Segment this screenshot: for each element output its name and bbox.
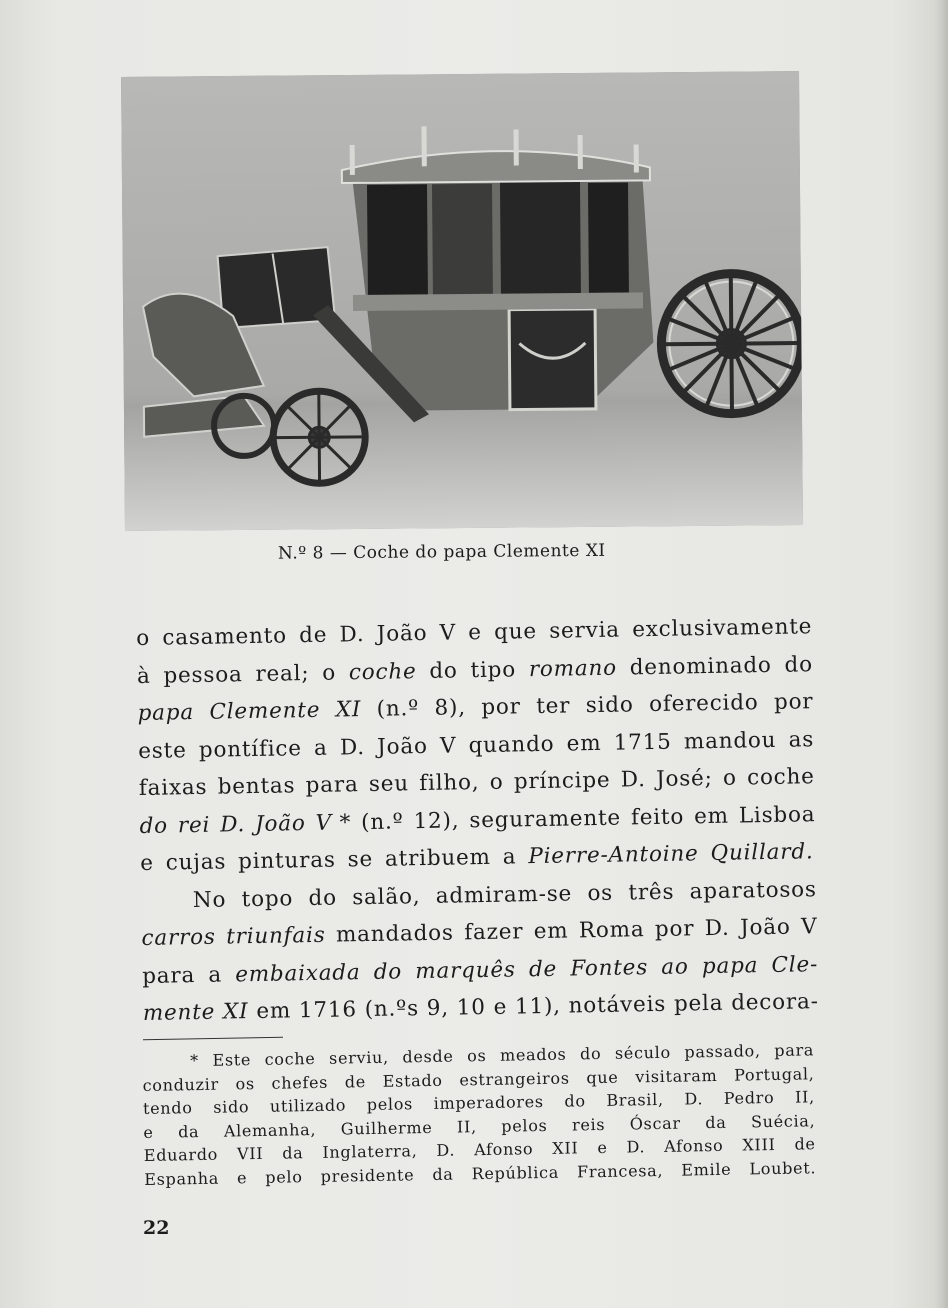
footnote-word: e (143, 1122, 154, 1142)
body-word: embaixada (234, 959, 361, 987)
footnote-word: XIII (742, 1134, 776, 1155)
body-word: em (533, 918, 569, 945)
footnote-word: do (564, 1091, 586, 1111)
page-number: 22 (143, 1217, 170, 1239)
body-word: do (139, 812, 169, 839)
body-word: 1715 (613, 729, 672, 756)
footnote-word: Afonso (664, 1135, 724, 1156)
body-word: por (481, 694, 521, 720)
body-word: do (373, 958, 403, 985)
footnote-word: Pedro (723, 1087, 775, 1108)
footnote-word: presidente (320, 1164, 415, 1186)
body-word: Clemente (209, 697, 321, 725)
body-word: Quillard. (710, 839, 814, 867)
body-word: oferecido (648, 690, 759, 718)
body-word: ter (536, 693, 571, 720)
body-word: seu (368, 771, 410, 797)
body-word: a (208, 962, 223, 988)
body-word: de (298, 622, 328, 649)
footnote-word: imperadores (433, 1091, 544, 1113)
footnote-word: * (190, 1051, 200, 1071)
footnote-word: visitaram (635, 1065, 718, 1086)
body-word: real; (255, 660, 310, 687)
body-word: em (566, 730, 602, 757)
footnote-word: República (471, 1162, 560, 1183)
body-word: o (322, 660, 337, 686)
footnote-word: desde (402, 1046, 454, 1067)
footnote-word: os (467, 1045, 487, 1066)
footnote-word: Emile (681, 1159, 732, 1180)
body-word: 8), (434, 695, 467, 721)
footnote-word: D. (436, 1140, 456, 1160)
body-word: D. (620, 767, 646, 793)
body-word: tipo (470, 656, 517, 683)
body-word: por (654, 916, 695, 942)
footnote-word: D. (626, 1137, 646, 1157)
footnote-word: passado, (684, 1041, 761, 1062)
body-word: em (256, 998, 292, 1024)
footnote-word: reis (571, 1114, 606, 1135)
footnote-word: pelo (265, 1166, 303, 1187)
body-word: filho, (419, 770, 480, 797)
footnote-word: II, (456, 1116, 477, 1137)
body-word: Fontes (570, 954, 649, 981)
body-word: (n.º (376, 696, 420, 722)
footnote-word: estrangeiros (459, 1068, 570, 1089)
footnote-word: conduzir (142, 1074, 220, 1095)
body-word: príncipe (513, 767, 611, 795)
footnote-word: para (774, 1040, 815, 1060)
body-word: pinturas (237, 847, 336, 875)
body-word: exclusivamente (631, 614, 813, 643)
body-word: V (800, 914, 818, 940)
carriage-body (341, 124, 653, 411)
body-word: do (429, 657, 458, 684)
body-word: No (192, 886, 227, 913)
body-word: que (493, 619, 538, 645)
footnote-word: e (597, 1137, 608, 1158)
rear-wheel (661, 273, 802, 414)
body-word: Roma (578, 917, 645, 944)
footnote-word: Alemanha, (223, 1119, 317, 1141)
body-word: por (773, 689, 814, 715)
body-word: decora- (731, 989, 819, 1016)
body-word: aparatosos (689, 876, 817, 904)
body-word: de (528, 956, 558, 982)
footnote-word: coche (264, 1048, 316, 1069)
body-word: notáveis (568, 991, 667, 1019)
footnote-word: sido (213, 1097, 250, 1117)
body-word: do (784, 651, 814, 678)
body-word: em (693, 803, 730, 829)
body-word: D. (339, 734, 366, 760)
body-word: D. (219, 811, 246, 838)
body-word: para (141, 962, 196, 989)
footnote-word: II, (794, 1087, 816, 1107)
body-word: 12), (413, 807, 460, 834)
footnote-word: Eduardo (143, 1144, 219, 1165)
body-word: e (140, 850, 154, 876)
body-word: se (347, 846, 374, 873)
body-word: marquês (415, 956, 516, 984)
body-word: João (739, 914, 791, 941)
body-word: a (502, 844, 517, 870)
body-word: José; (655, 765, 713, 792)
body-word: servia (548, 617, 621, 644)
footnote-word: do (579, 1043, 602, 1064)
body-word: papa (701, 952, 759, 979)
body-word: ao (661, 953, 689, 980)
body-word: para (305, 772, 359, 799)
photo-caption: N.º 8 — Coche do papa Clemente XI (277, 540, 606, 564)
body-paragraph (136, 608, 819, 1032)
body-word: atribuem (384, 844, 491, 872)
body-word: João (254, 810, 306, 837)
carriage-photograph (121, 71, 803, 531)
footnote-word: Guilherme (340, 1117, 433, 1139)
body-word: faixas (138, 774, 208, 801)
body-word: D. (704, 915, 730, 942)
body-word: o (136, 625, 151, 651)
footnote-word: da (282, 1143, 304, 1163)
body-word: pela (673, 990, 724, 1017)
footnote-word: e (236, 1167, 248, 1187)
footnote-word: Portugal, (733, 1063, 815, 1085)
footnote-word: chefes (271, 1072, 329, 1093)
footnote-word: Brasil, (606, 1089, 664, 1110)
footnote-word: Loubet. (749, 1157, 817, 1178)
footnote-word: utilizado (269, 1095, 347, 1116)
body-word: seguramente (469, 805, 622, 833)
footnote-word: Óscar (629, 1113, 681, 1133)
body-word: este (138, 737, 187, 764)
footnote-word: Afonso (473, 1139, 534, 1160)
body-word: mandados (335, 920, 454, 948)
footnote-word: Suécia, (750, 1110, 816, 1131)
footnote-word: pelos (501, 1115, 548, 1136)
body-word: e (493, 994, 508, 1020)
footnote-word: Francesa, (576, 1160, 664, 1181)
body-word: Cle- (771, 951, 819, 978)
body-word: o (722, 765, 737, 791)
body-word: cujas (165, 849, 227, 876)
body-word: pontífice (198, 735, 302, 763)
body-word: três (628, 879, 675, 905)
body-word: salão, (351, 883, 421, 910)
body-word: João (376, 620, 428, 647)
body-word: João (376, 733, 428, 760)
body-word: coche (348, 658, 417, 685)
body-word: V * (315, 809, 352, 836)
body-word: casamento (162, 623, 288, 651)
footnote-word: Estado (382, 1070, 443, 1091)
body-word: o (489, 769, 504, 795)
body-word: XI (222, 999, 249, 1025)
footnote-word: Este (212, 1050, 252, 1070)
page-edge-shadow (934, 0, 948, 1308)
body-word: à (136, 663, 151, 689)
body-word: as (788, 726, 815, 753)
body-word: carros (141, 924, 216, 951)
body-word: pessoa (163, 661, 243, 689)
body-word: XI (335, 697, 362, 723)
footnote-word: século (614, 1042, 671, 1063)
footnote-word: Espanha (144, 1168, 220, 1189)
body-word: feito (630, 803, 685, 830)
body-word: V (439, 620, 457, 646)
body-word: topo (241, 885, 294, 912)
body-word: a (313, 735, 328, 761)
body-word: V (439, 732, 457, 759)
body-word: mandou (683, 727, 777, 754)
body-word: mente (142, 999, 216, 1026)
footnote-word: de (344, 1071, 367, 1091)
body-word: (n.ºs (364, 996, 420, 1023)
body-word: 10 (456, 994, 486, 1021)
body-word: papa (137, 700, 195, 726)
footnote-word: de (794, 1134, 816, 1154)
body-word: e (468, 619, 483, 646)
body-word: coche (746, 764, 815, 791)
footnote-word: da (177, 1121, 200, 1141)
footnote-word: XII (552, 1138, 579, 1158)
body-word: (n.º (360, 808, 404, 835)
footnote-word: pelos (366, 1094, 414, 1115)
body-word: fazer (464, 919, 524, 946)
body-word: triunfais (225, 922, 326, 950)
body-word: 9, (426, 995, 450, 1021)
footnote-word: que (586, 1067, 619, 1087)
body-word: Pierre-Antoine (528, 841, 699, 870)
footnote-word: D. (684, 1089, 704, 1109)
body-word: denominado (629, 652, 772, 680)
body-word: os (587, 880, 614, 906)
body-word: bentas (217, 773, 296, 800)
body-word: do (308, 885, 338, 911)
footnote-word: VII (236, 1143, 264, 1164)
footnote (142, 1038, 816, 1191)
body-word: sido (585, 692, 634, 719)
body-word: 11), (514, 993, 562, 1020)
body-word: Lisboa (738, 801, 816, 829)
body-word: D. (339, 622, 365, 648)
body-word: 1716 (298, 997, 358, 1024)
footnote-word: Inglaterra, (322, 1141, 418, 1162)
body-word: rei (177, 812, 211, 838)
body-word: quando (468, 731, 555, 758)
body-word: romano (528, 655, 618, 682)
footnote-word: serviu, (328, 1047, 390, 1068)
footnote-word: da (432, 1164, 454, 1184)
footnote-word: meados (499, 1044, 567, 1065)
body-word: admiram-se (435, 880, 573, 909)
footnote-word: tendo (142, 1098, 193, 1118)
footnote-word: da (705, 1112, 727, 1132)
footnote-word: os (235, 1073, 255, 1093)
